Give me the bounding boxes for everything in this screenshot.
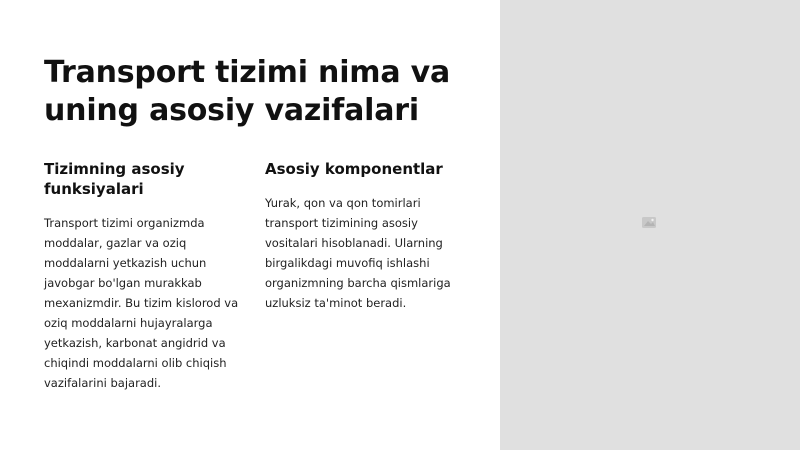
column-body: Yurak, qon va qon tomirlari transport tizimining asosiy vositalari hisoblanadi. Ularning birgalikdagi muvofiq ishlashi organizmning barcha qismlariga uzluksiz ta'minot beradi. bbox=[265, 196, 451, 310]
slide-title: Transport tizimi nima va uning asosiy vazifalari bbox=[44, 55, 451, 128]
column-functions bbox=[44, 159, 249, 393]
image-panel bbox=[500, 0, 800, 450]
column-components bbox=[265, 159, 470, 313]
column-body: Transport tizimi organizmda moddalar, gazlar va oziq moddalarni yetkazish uchun javobgar bo'lgan murakkab mexanizmdir. Bu tizim kislorod va oziq moddalarni hujayralarga yetkazish, karbonat angidrid va chiqindi moddalarni olib chiqish vazifalarini bajaradi. bbox=[44, 216, 239, 390]
column-heading: Asosiy komponentlar bbox=[265, 160, 443, 178]
column-heading: Tizimning asosiy funksiyalari bbox=[44, 160, 185, 198]
image-placeholder-icon bbox=[640, 213, 660, 233]
